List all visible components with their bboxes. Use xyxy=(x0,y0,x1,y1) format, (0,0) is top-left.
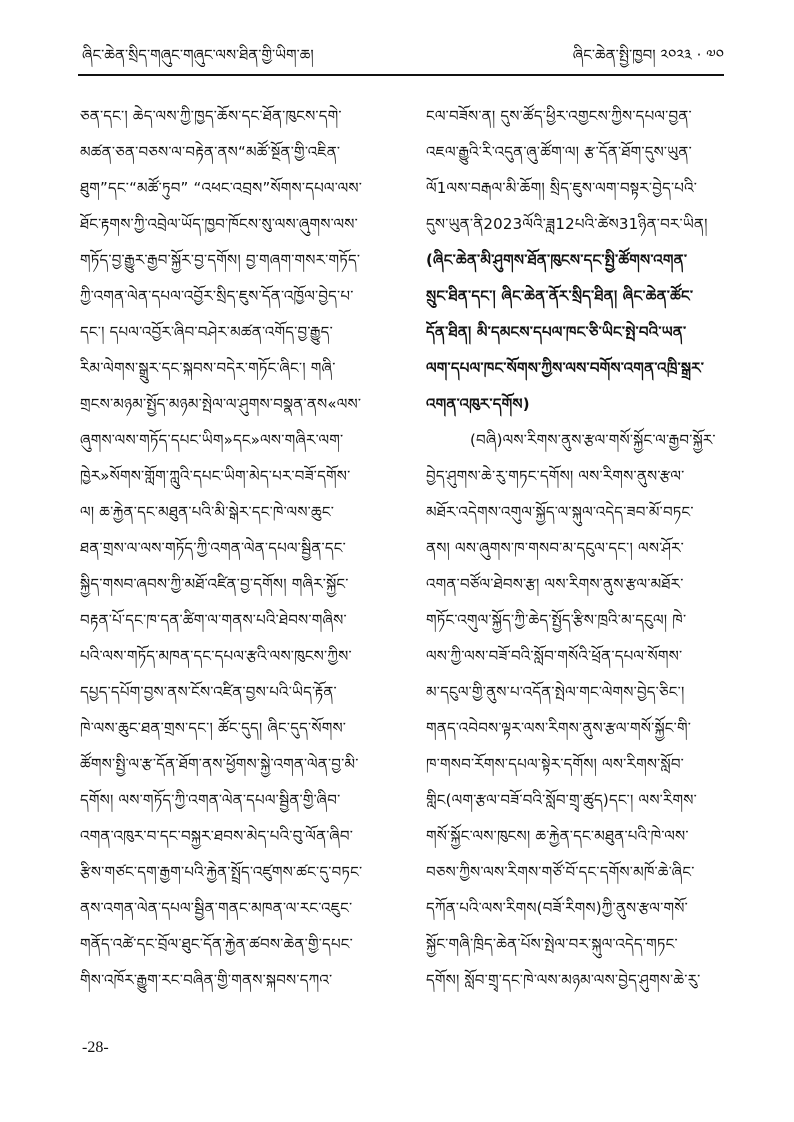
text-line: འགན་བཙོལ་ཐེབས་རྩ། ལས་རིགས་ནུས་རྩལ་མཐོར་ xyxy=(426,575,684,593)
text-line: ནས། ལས་ཞུགས་ཁ་གསབ་མ་དངུལ་དང་། ལས་ཤོར་ xyxy=(426,539,685,557)
text-line: ཞུགས་ལས་གཏོད་དཔང་ཡིག»དང»ལས་གཞིར་ལག་ xyxy=(80,431,344,449)
text-line: ལས་ཀྱི་ལས་བཟོ་བའི་སློབ་གསོའི་ཕྲོན་དཔལ་སོགས་ xyxy=(426,647,683,665)
text-line: དང་། དཔལ་འབྱོར་ཞིབ་བཤེར་མཚན་འགོད་བྱ་རྒྱུད་ xyxy=(80,323,333,341)
text-line: བྱེད་ཤུགས་ཆེ་རུ་གཏང་དགོས། ལས་རིགས་ནུས་རྩལ་ xyxy=(426,467,685,485)
text-line: མཚན་ཅན་བཅས་ལ་བརྟེན་ནས“མཚོ་སྔོན་གྱི་འཇིན་ xyxy=(80,143,341,161)
bold-text-line: (ཞིང་ཆེན་མི་ཤུགས་ཐོན་ཁུངས་དང་སྤྱི་ཚོགས་འགན་ xyxy=(426,251,688,269)
text-line: འགན་འཁུར་བ་དང་བསྐྱར་ཐབས་མེད་པའི་བུ་ལོན་ཞིབ་ xyxy=(80,827,354,845)
bold-text-line: སྲུང་ཐིན་དང་། ཞིང་ཆེན་ནོར་སྲིད་ཐིན། ཞིང་ཆེན་ཚོང་ xyxy=(426,287,694,305)
text-line: གནད་འབེབས་ལྟར་ལས་རིགས་ནུས་རྩལ་གསོ་སྐྱོང་གི་ xyxy=(426,719,692,737)
text-line: གྲངས་མཉམ་སྤྱོད་མཉམ་སྤེལ་ལ་ཤུགས་བསྣན་ནས«ལས་ xyxy=(80,395,362,413)
text-line: དཔྱད་དཔོག་བྱས་ནས་ངོས་འཛིན་བྱས་པའི་ཡིད་རྟོན་ xyxy=(80,683,337,701)
text-line: བཅས་ཀྱིས་ལས་རིགས་གཙོ་བོ་དང་དགོས་མཁོ་ཆེ་ཞིང་ xyxy=(426,863,695,881)
text-line: གིས་འཁོར་རྒྱུག་རང་བཞིན་གྱི་གནས་སྐབས་དཀའ་ xyxy=(80,971,333,989)
text-line: དུས་ཡུན་ནི2023ལོའི་ཟླ12པའི་ཚེས31ཉིན་བར་ཡིན། xyxy=(426,215,708,233)
text-line: ཁ་གསབ་རོགས་དཔལ་སྟེར་དགོས། ལས་རིགས་སློབ་ xyxy=(426,755,684,773)
right-text-column xyxy=(426,98,724,1028)
section-heading-line: (བཞི)ལས་རིགས་ནུས་རྩལ་གསོ་སྐྱོང་ལ་རྒྱབ་སྐྱོར་ xyxy=(470,431,716,449)
text-line: གླིང(ལག་རྩལ་བཟོ་བའི་སློབ་གྲྭ་ཚུད)དང་། ལས་རིགས་ xyxy=(426,791,697,809)
text-line: སྐྱིད་གསབ་ཞབས་ཀྱི་མཐོ་འཛིན་བྱ་དགོས། གཞིར་སྐྱོང་ xyxy=(80,575,349,593)
header-divider xyxy=(78,74,724,76)
text-line: དགོས། སློབ་གྲྭ་དང་ཁེ་ལས་མཉམ་ལས་བྱེད་ཤུགས་ཆེ་རུ་ xyxy=(426,971,701,989)
left-text-column xyxy=(80,98,376,1028)
text-line: བརྟན་པོ་དང་ཁ་དན་ཚིག་ལ་གནས་པའི་ཐེབས་གཞིས་ xyxy=(80,611,347,629)
text-line: ཚོགས་སྤྱི་ལ་རྩ་དོན་ཐོག་ནས་ཕྱོགས་སྐྱེ་འགན་ལེན་བྱ་མི་ xyxy=(80,755,359,773)
bold-text-line: འགན་འཁུར་དགོས) xyxy=(426,395,530,413)
text-line: འཇལ་རྒྱུའི་རི་འདུན་ཞུ་ཚོག་ལ། རྩ་དོན་ཐོག་དུས་ཡུན་ xyxy=(426,143,692,161)
text-line: གནོད་འཚེ་དང་བྲོལ་ཐུང་དོན་རྐྱེན་ཚབས་ཆེན་གྱི་དཔང་ xyxy=(80,935,353,953)
text-line: ལ། ཆ་རྐྱེན་དང་མཐུན་པའི་མི་སྒེར་དང་ཁེ་ལས་ཆུང་ xyxy=(80,503,335,521)
text-line: ངལ་བཟོས་ན། དུས་ཚོད་ཕྱིར་འགྱངས་ཀྱིས་དཔལ་བྱན་ xyxy=(426,107,692,125)
text-line: པའི་ལས་གཏོད་མཁན་དང་དཔལ་རྩའི་ལས་ཁུངས་ཀྱིས་ xyxy=(80,647,352,665)
text-line: རྩིས་གཙང་དག་རྒྱག་པའི་རྐྱེན་སྤྲོད་འཛུགས་ཚང་དུ་བཏང་ xyxy=(80,863,363,881)
text-line: ཅན་དང་། ཆེད་ལས་ཀྱི་ཁྱད་ཆོས་དང་ཐོན་ཁུངས་དགེ་ xyxy=(80,107,342,125)
page-number: -28- xyxy=(82,1039,109,1056)
text-line: སྐྱོང་གཞི་ཁྲིད་ཆེན་པོས་སྤེལ་བར་སྐུལ་འདེད་གཏང་ xyxy=(426,935,678,953)
text-line: ཁྱེར»སོགས་གློག་ཀླུའི་དཔང་ཡིག་མེད་པར་བཟོ་དགོས་ xyxy=(80,467,351,485)
text-line: ནས་འགན་ལེན་དཔལ་སྦྱིན་གནང་མཁན་ལ་རང་འཇུང་ xyxy=(80,899,353,917)
running-header-right: ཞིང་ཆེན་སྤྱི་ཁྱབ། ༢༠༢༣ · ༧༠ xyxy=(572,46,724,64)
text-line: རིམ་ལེགས་སྒྲུར་དང་སྐབས་བདེར་གཏོང་ཞིང་། གཞི་ xyxy=(80,359,336,377)
text-line: ཐན་གྲས་ལ་ལས་གཏོད་ཀྱི་འགན་ལེན་དཔལ་སྦྱིན་དང་ xyxy=(80,539,347,557)
text-line: གཏོད་བྱ་རྒྱུར་རྒྱབ་སྐྱོར་བྱ་དགོས། བྱ་གཞག་གསར་གཏོད་ xyxy=(80,251,361,269)
text-line: ཁེ་ལས་ཆུང་ཐན་གྲས་དང་། ཚོང་དུད། ཞིང་དུད་སོགས་ xyxy=(80,719,347,737)
running-header-left: ཞིང་ཆེན་སྲིད་གཞུང་གཞུང་ལས་ཐིན་གྱི་ཡིག་ཆ། xyxy=(82,46,314,64)
text-line: གཏོང་འགུལ་སྐྱོད་ཀྱི་ཆེད་སྤྱོད་རྩིས་ཁྲའི་མ་དངུལ། ཁེ་ xyxy=(426,611,687,629)
text-line: དཀོན་པའི་ལས་རིགས(བཟོ་རིགས)ཀྱི་ནུས་རྩལ་གསོ་ xyxy=(426,899,688,917)
text-line: ཀྱི་འགན་ལེན་དཔལ་འབྱོར་སྲིད་ཇུས་དོན་འཁྱོལ་བྱེད་པ་ xyxy=(80,287,354,305)
text-line: མ་དངུལ་གྱི་ནུས་པ་འདོན་སྤེལ་གང་ལེགས་བྱེད་ཅིང་། xyxy=(426,683,685,701)
text-line: དགོས། ལས་གཏོད་ཀྱི་འགན་ལེན་དཔལ་སྦྱིན་གྱི་ཞིབ་ xyxy=(80,791,341,809)
text-line: ཐོང་རྟགས་ཀྱི་འབྲེལ་ཡོད་ཁྱབ་ཁོངས་སུ་ལས་ཞུགས་ལས་ xyxy=(80,215,358,233)
text-line: ཐུག”དང་“མཚོ་ཏུབ” “འཕང་འབྲས”སོགས་དཔལ་ལས་ xyxy=(80,179,363,197)
text-line: ལོ1ལས་བརྒལ་མི་ཆོག། སྲིད་ཇུས་ལག་བསྟར་བྱེད་པའི་ xyxy=(426,179,698,197)
bold-text-line: དོན་ཐིན། མི་དམངས་དཔལ་ཁང་ཅི་ཡིང་སྤེ་བའི་ཡན་ xyxy=(426,323,687,341)
text-line: མཐོར་འདེགས་འགུལ་སྐྱོད་ལ་སྐུལ་འདེད་ཟབ་མོ་བཏང་ xyxy=(426,503,694,521)
bold-text-line: ལག་དཔལ་ཁང་སོགས་ཀྱིས་ལས་བགོས་འགན་འཁྲི་སྒྲར་ xyxy=(426,359,705,377)
text-line: གསོ་སྐྱོང་ལས་ཁུངས། ཆ་རྐྱེན་དང་མཐུན་པའི་ཁེ་ལས་ xyxy=(426,827,689,845)
